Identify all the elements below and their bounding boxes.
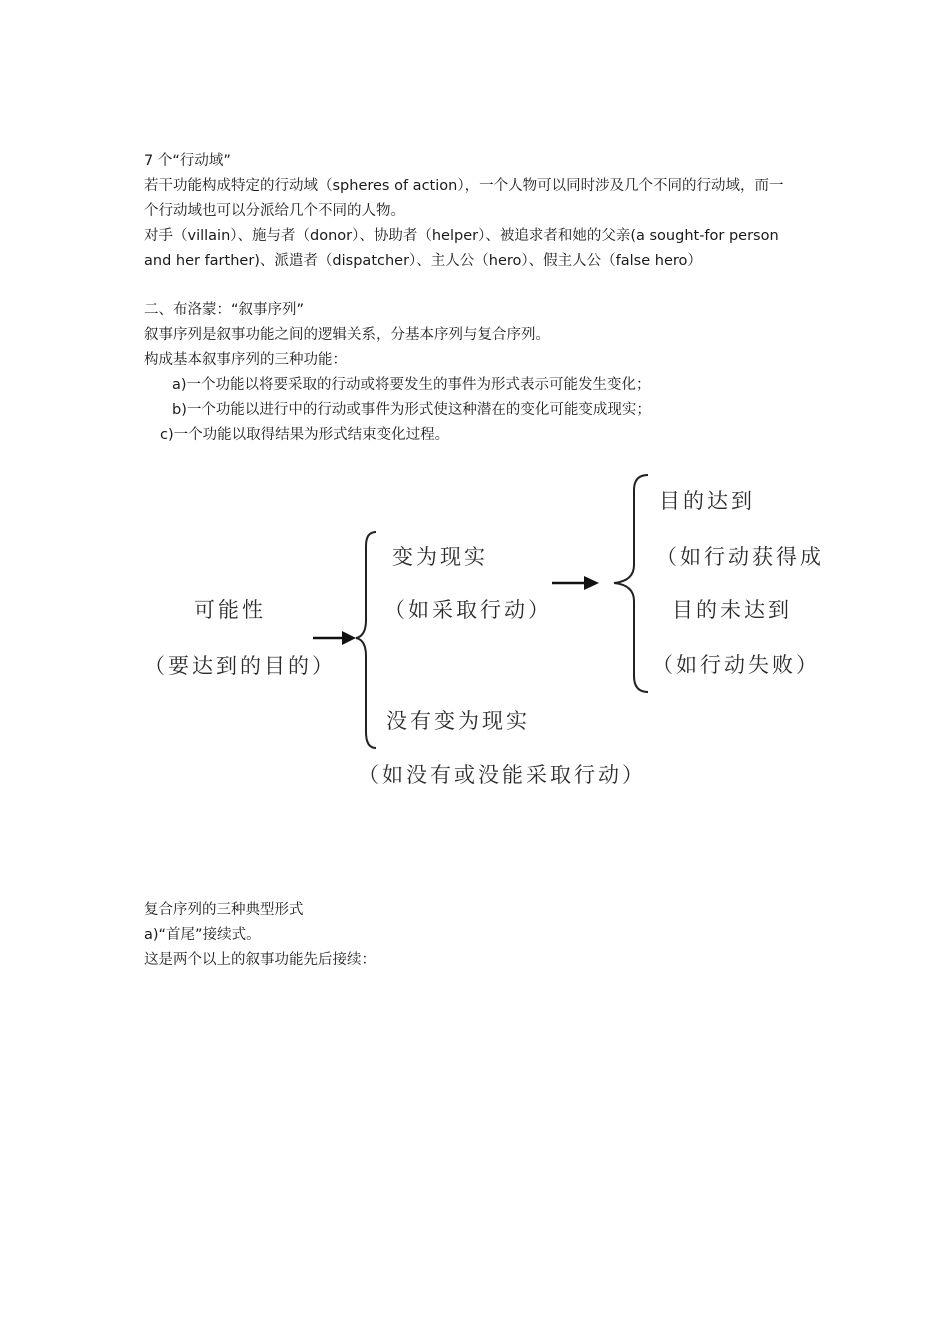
roles-list-line1: 对手（villain）、施与者（donor）、协助者（helper）、被追求者和她的父亲(a sought-for person xyxy=(144,228,779,244)
roles-list-line2: and her farther)、派遣者（dispatcher）、主人公（hero）、假主人公（false hero） xyxy=(144,253,702,269)
list-item-a: a)一个功能以将要采取的行动或将要发生的事件为形式表示可能发生变化； xyxy=(172,377,651,393)
left-brace-icon xyxy=(356,532,376,748)
diagram-connectors xyxy=(140,470,830,800)
node-possibility: 可能性 xyxy=(194,598,266,622)
heading-spheres: 7 个“行动域” xyxy=(144,153,231,169)
node-not-realized-note: （如没有或没能采取行动） xyxy=(358,763,646,787)
node-not-realized: 没有变为现实 xyxy=(386,709,530,733)
list-item-b: b)一个功能以进行中的行动或事件为形式使这种潜在的变化可能变成现实； xyxy=(172,402,651,418)
paragraph-spheres-line1: 若干功能构成特定的行动域（spheres of action），一个人物可以同时涉及几个不同的行动域，而一 xyxy=(144,178,784,194)
node-goal-not-reached-note: （如行动失败） xyxy=(652,653,820,677)
paragraph-functions-intro: 构成基本叙事序列的三种功能： xyxy=(144,352,347,368)
left-brace-icon xyxy=(614,475,648,692)
compound-form-a: a)“首尾”接续式。 xyxy=(144,927,261,943)
heading-compound: 复合序列的三种典型形式 xyxy=(144,902,304,918)
sequence-diagram xyxy=(140,470,830,800)
node-realized: 变为现实 xyxy=(392,545,488,569)
arrow-right-icon xyxy=(552,576,599,590)
paragraph-sequence-intro: 叙事序列是叙事功能之间的逻辑关系，分基本序列与复合序列。 xyxy=(144,327,550,343)
compound-form-a-desc: 这是两个以上的叙事功能先后接续： xyxy=(144,952,376,968)
node-goal-reached-note: （如行动获得成 xyxy=(656,545,824,569)
list-item-c: c)一个功能以取得结果为形式结束变化过程。 xyxy=(160,427,450,443)
heading-bremond: 二、布洛蒙：“叙事序列” xyxy=(144,302,305,318)
node-realized-note: （如采取行动） xyxy=(384,598,552,622)
paragraph-spheres-line2: 个行动域也可以分派给几个不同的人物。 xyxy=(144,203,405,219)
node-goal-reached: 目的达到 xyxy=(659,489,755,513)
node-goal-not-reached: 目的未达到 xyxy=(672,598,792,622)
arrow-right-icon xyxy=(313,631,356,645)
node-possibility-note: （要达到的目的） xyxy=(144,654,336,678)
